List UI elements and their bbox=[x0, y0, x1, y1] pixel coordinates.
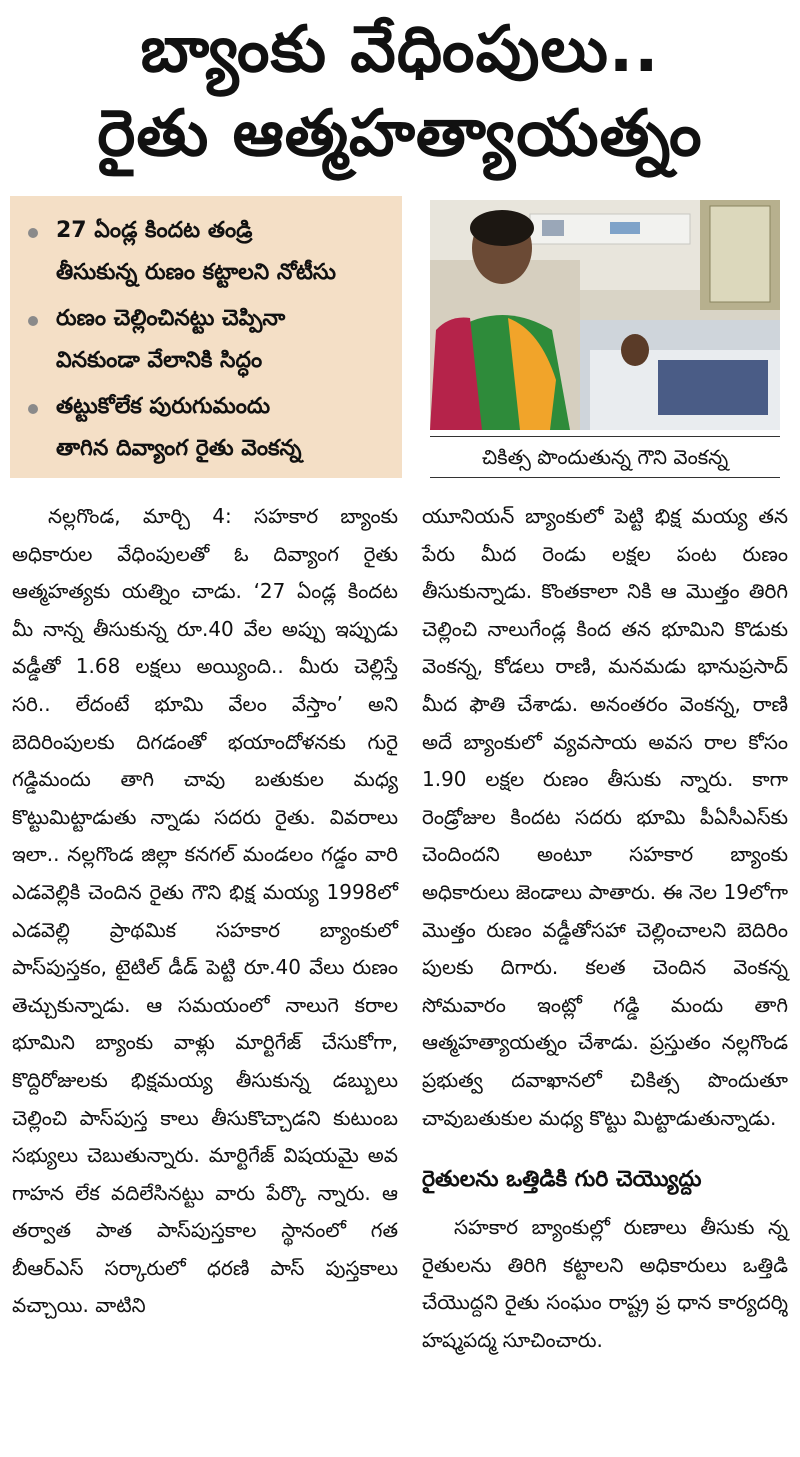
article-subheading: రైతులను ఒత్తిడికి గురి చెయ్యొద్దు bbox=[422, 1167, 702, 1193]
highlight-line: 27 ఏండ్ల కిందట తండ్రి bbox=[56, 218, 253, 243]
article-column-2 bbox=[422, 498, 788, 1359]
highlight-item bbox=[26, 210, 392, 294]
headline bbox=[0, 8, 800, 176]
bullet-icon bbox=[28, 228, 38, 238]
hospital-scene-illustration bbox=[430, 200, 780, 430]
headline-line-2: రైతు ఆత్మహత్యాయత్నం bbox=[97, 97, 703, 171]
bullet-icon bbox=[28, 404, 38, 414]
article-paragraph: సహకార బ్యాంకుల్లో రుణాలు తీసుకు న్న రైతులను తిరిగి కట్టాలని అధికారులు ఒత్తిడి చేయొద్దని రైతు సంఘం రాష్ట్ర ప్ర ధాన కార్యదర్శి హష్మపద్మ సూచించారు. bbox=[422, 1215, 788, 1352]
highlight-line: వినకుండా వేలానికి సిద్ధం bbox=[56, 348, 263, 373]
highlight-line: తాగిన దివ్యాంగ రైతు వెంకన్న bbox=[56, 436, 302, 461]
article-column-1 bbox=[12, 498, 398, 1325]
article-paragraph: నల్లగొండ, మార్చి 4: సహకార బ్యాంకు అధికారుల వేధింపులతో ఓ దివ్యాంగ రైతు ఆత్మహత్యకు యత్నిం చాడు. ‘27 ఏండ్ల కిందట మీ నాన్న తీసుకున్న రూ.40 వేల అప్పు ఇప్పుడు వడ్డీతో 1.68 లక్షలు అయ్యింది.. మీరు చెల్లిస్తే సరి.. లేదంటే భూమి వేలం వేస్తాం’ అని బెదిరింపులకు దిగడంతో భయాందోళనకు గురై గడ్డిమందు తాగి చావు బతుకుల మధ్య కొట్టుమిట్టాడుతు న్నాడు సదరు రైతు. వివరాలు ఇలా.. నల్లగొండ జిల్లా కనగల్ మండలం గడ్డం వారి ఎడవెల్లికి చెందిన రైతు గౌని భిక్ష మయ్య 1998లో ఎడవెల్లి ప్రాథమిక సహకార బ్యాంకులో పాస్‌పుస్తకం, టైటిల్ డీడ్ పెట్టి రూ.40 వేలు రుణం తెచ్చుకున్నాడు. ఆ సమయంలో నాలుగె కరాల భూమిని బ్యాంకు వాళ్లు మార్టిగేజ్ చేసుకోగా, కొద్దిరోజులకు భిక్షమయ్య తీసుకున్న డబ్బులు చెల్లించి పాస్‌పుస్త కాలు తీసుకొచ్చాడని కుటుంబ సభ్యులు చెబుతున్నారు. మార్టిగేజ్ విషయమై అవ గాహన లేక వదిలేసినట్టు వారు పేర్కొ న్నారు. ఆ తర్వాత పాత పాస్‌పుస్తకాల స్థానంలో గత బీఆర్‌ఎస్ సర్కారులో ధరణి పాస్ పుస్తకాలు వచ్చాయి. వాటిని bbox=[12, 504, 398, 1318]
article-paragraph: యూనియన్ బ్యాంకులో పెట్టి భిక్ష మయ్య తన పేరు మీద రెండు లక్షల పంట రుణం తీసుకున్నాడు. కొంతకాలా నికి ఆ మొత్తం తిరిగి చెల్లించి నాలుగేండ్ల కింద తన భూమిని కొడుకు వెంకన్న, కోడలు రాణి, మనమడు భానుప్రసాద్ మీద ఫౌతి చేశాడు. అనంతరం వెంకన్న, రాణి అదే బ్యాంకులో వ్యవసాయ అవస రాల కోసం 1.90 లక్షల రుణం తీసుకు న్నారు. కాగా రెండ్రోజుల కిందట సదరు భూమి పీఏసీఎస్‌కు చెందిందని అంటూ సహకార బ్యాంకు అధికారులు జెండాలు పాతారు. ఈ నెల 19లోగా మొత్తం రుణం వడ్డీతోసహా చెల్లించాలని బెదిరిం పులకు దిగారు. కలత చెందిన వెంకన్న సోమవారం ఇంట్లో గడ్డి మందు తాగి ఆత్మహత్యాయత్నం చేశాడు. ప్రస్తుతం నల్లగొండ ప్రభుత్వ దవాఖానలో చికిత్స పొందుతూ చావుబతుకుల మధ్య కొట్టు మిట్టాడుతున్నాడు. bbox=[422, 504, 788, 1130]
photo-caption: చికిత్స పొందుతున్న గౌని వెంకన్న bbox=[430, 436, 780, 478]
bullet-icon bbox=[28, 316, 38, 326]
news-photo bbox=[430, 200, 780, 430]
highlight-line: తీసుకున్న రుణం కట్టాలని నోటీసు bbox=[56, 260, 336, 285]
highlight-item bbox=[26, 386, 392, 470]
highlight-line: తట్టుకోలేక పురుగుమందు bbox=[56, 394, 271, 419]
highlight-line: రుణం చెల్లించినట్టు చెప్పినా bbox=[56, 306, 286, 331]
highlights-box bbox=[10, 196, 402, 478]
highlight-item bbox=[26, 298, 392, 382]
headline-line-1: బ్యాంకు వేధింపులు.. bbox=[140, 13, 660, 87]
